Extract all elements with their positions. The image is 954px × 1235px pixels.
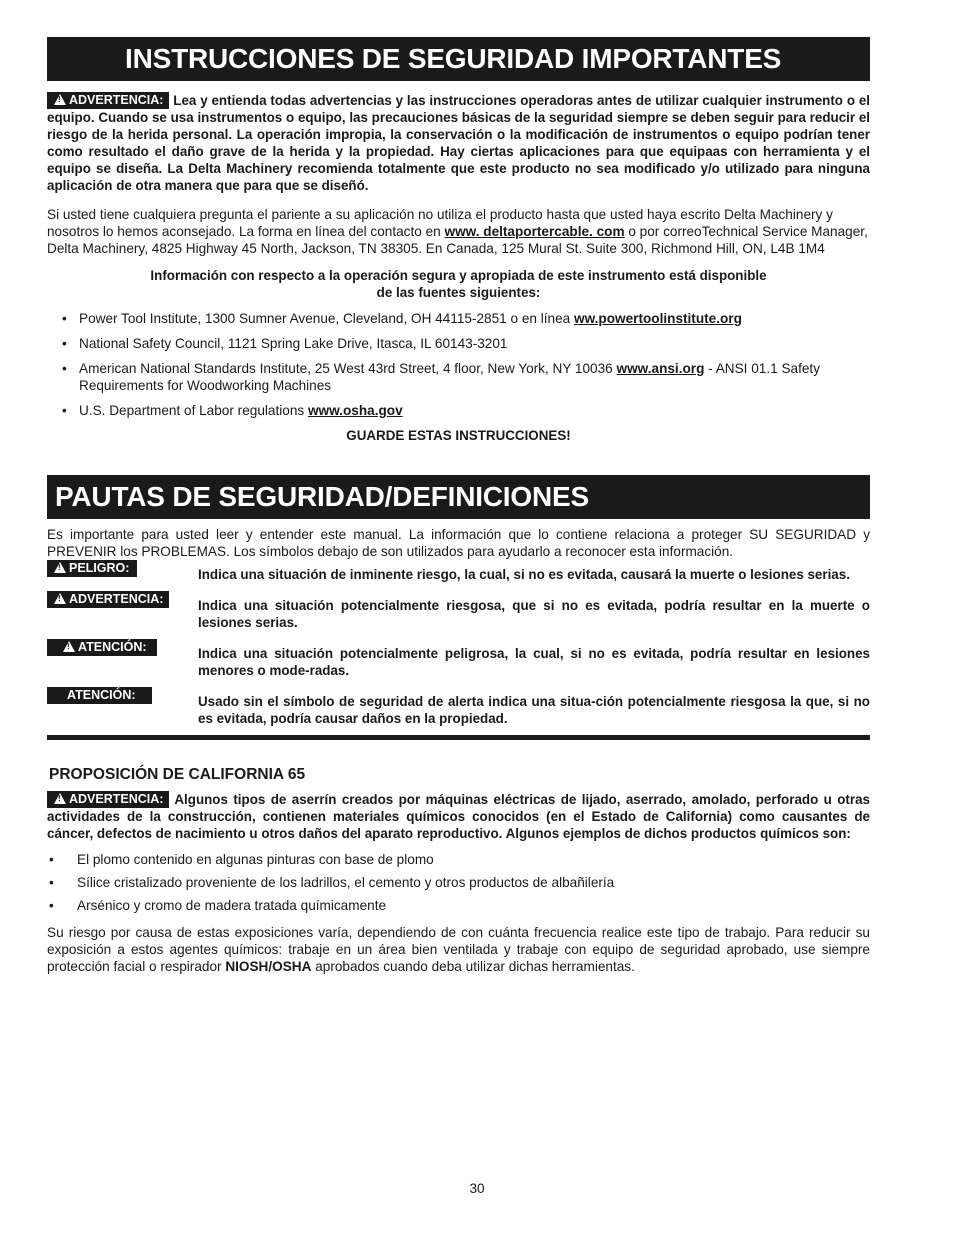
list-item: • Sílice cristalizado proveniente de los ladrillos, el cemento y otros productos de albañilería (47, 874, 870, 891)
warning-triangle-icon (54, 793, 66, 804)
list-item: • National Safety Council, 1121 Spring Lake Drive, Itasca, IL 60143-3201 (47, 335, 870, 352)
list-item: • El plomo contenido en algunas pinturas con base de plomo (47, 851, 870, 868)
contact-paragraph: Si usted tiene cualquiera pregunta el pariente a su aplicación no utiliza el producto hasta que usted haya escrito Delta Machinery y nosotros lo hemos aconsejado. La forma en línea del contacto en www. deltaportercable. com o por correoTechnical Service Manager, Delta Machinery, 4825 Highway 45 North, Jackson, TN 38305. En Canada, 125 Mural St. Suite 300, Richmond Hill, ON, L4B 1M4 (47, 207, 868, 256)
deltaportercable-link[interactable]: www. deltaportercable. com (444, 224, 625, 239)
list-item: • Power Tool Institute, 1300 Sumner Avenue, Cleveland, OH 44115-2851 o en línea ww.powertoolinstitute.org (47, 310, 870, 327)
info-sources-heading: Información con respecto a la operación segura y apropiada de este instrumento está disponible de las fuentes siguientes: (150, 268, 767, 300)
section-divider (47, 735, 870, 740)
powertoolinstitute-link[interactable]: ww.powertoolinstitute.org (574, 311, 742, 326)
warning-triangle-icon (63, 641, 75, 652)
danger-badge: !PELIGRO: (47, 560, 137, 577)
manual-page (47, 37, 870, 975)
definitions-list (47, 560, 870, 727)
warning-triangle-icon (54, 593, 66, 604)
list-item: • Arsénico y cromo de madera tratada químicamente (47, 897, 870, 914)
caution-badge-plain: ATENCIÓN: (47, 687, 152, 704)
ansi-link[interactable]: www.ansi.org (616, 361, 705, 376)
list-item: • American National Standards Institute, 25 West 43rd Street, 4 floor, New York, NY 10036 www.ansi.org - ANSI 01.1 Safety Requirements for Woodworking Machines (47, 360, 870, 394)
warning-paragraph (47, 92, 870, 194)
section-title-definitions: PAUTAS DE SEGURIDAD/DEFINICIONES (47, 475, 870, 519)
warning-badge: !ADVERTENCIA: (47, 591, 169, 608)
sources-list (47, 310, 870, 419)
definition-caution: !ATENCIÓN: Indica una situación potencialmente peligrosa, la cual, si no es evitada, podría resultar en lesiones menores o mode-radas. (47, 639, 870, 679)
warning-text: Lea y entienda todas advertencias y las instrucciones operadoras antes de utilizar cualquier instrumento o el equipo. Cuando se usa instrumentos o equipo, las precauciones básicas de la seguridad siempre se deben seguir para reducir el riesgo de la herida personal. La operación impropia, la conservación o la modificación de instrumentos o equipo podrían tener como resultado el daño grave de la herida y la propiedad. Hay ciertas aplicaciones para que equipaas con herramienta y el equipo se diseña. La Delta Machinery recomienda totalmente que este producto no sea modificado y/o utilizado para ninguna aplicación de otra manera que para que se diseñó. (47, 93, 870, 193)
prop65-heading: PROPOSICIÓN DE CALIFORNIA 65 (49, 766, 306, 783)
definition-warning: !ADVERTENCIA: Indica una situación potencialmente riesgosa, que si no es evitada, podría resultar en la muerte o lesiones serias. (47, 591, 870, 631)
warning-badge: !ADVERTENCIA: (47, 92, 169, 109)
definitions-intro: Es importante para usted leer y entender este manual. La información que lo contiene relaciona a proteger SU SEGURIDAD y PREVENIR los PROBLEMAS. Los símbolos debajo de son utilizados para ayudarlo a reconocer esta información. (47, 527, 870, 559)
page-number: 30 (469, 1181, 485, 1196)
exposure-risk-paragraph: Su riesgo por causa de estas exposiciones varía, dependiendo de con cuánta frecuencia realice este tipo de trabajo. Para reducir su exposición a estos agentes químicos: trabaje en un área bien ventilada y trabaje con equipo de seguridad aprobado, use siempre protección facial o respirador NIOSH/OSHA aprobados cuando deba utilizar dichas herramientas. (47, 925, 870, 974)
keep-instructions-note: GUARDE ESTAS INSTRUCCIONES! (346, 428, 571, 443)
osha-link[interactable]: www.osha.gov (307, 403, 403, 418)
warning-triangle-icon (54, 94, 66, 105)
definition-danger: !PELIGRO: Indica una situación de inminente riesgo, la cual, si no es evitada, causará la muerte o lesiones serias. (47, 560, 870, 583)
section-title-safety-instructions: INSTRUCCIONES DE SEGURIDAD IMPORTANTES (47, 37, 870, 81)
warning-badge: !ADVERTENCIA: (47, 791, 169, 808)
list-item: • U.S. Department of Labor regulations www.osha.gov (47, 402, 870, 419)
chemicals-list (47, 851, 870, 914)
warning-triangle-icon (54, 562, 66, 573)
caution-badge: !ATENCIÓN: (47, 639, 157, 656)
prop65-warning: !ADVERTENCIA: Algunos tipos de aserrín creados por máquinas eléctricas de lijado, aserrado, amolado, perforado u otras actividades de la construcción, contienen materiales químicos conocidos (en el Estado de California) como causantes de cáncer, defectos de nacimiento u otros daños del aparato reproductivo. Algunos ejemplos de dichos productos químicos son: (47, 791, 870, 842)
definition-caution-no-symbol: ATENCIÓN: Usado sin el símbolo de seguridad de alerta indica una situa-ción potencialmente riesgosa la que, si no es evitada, podría causar daños en la propiedad. (47, 687, 870, 727)
